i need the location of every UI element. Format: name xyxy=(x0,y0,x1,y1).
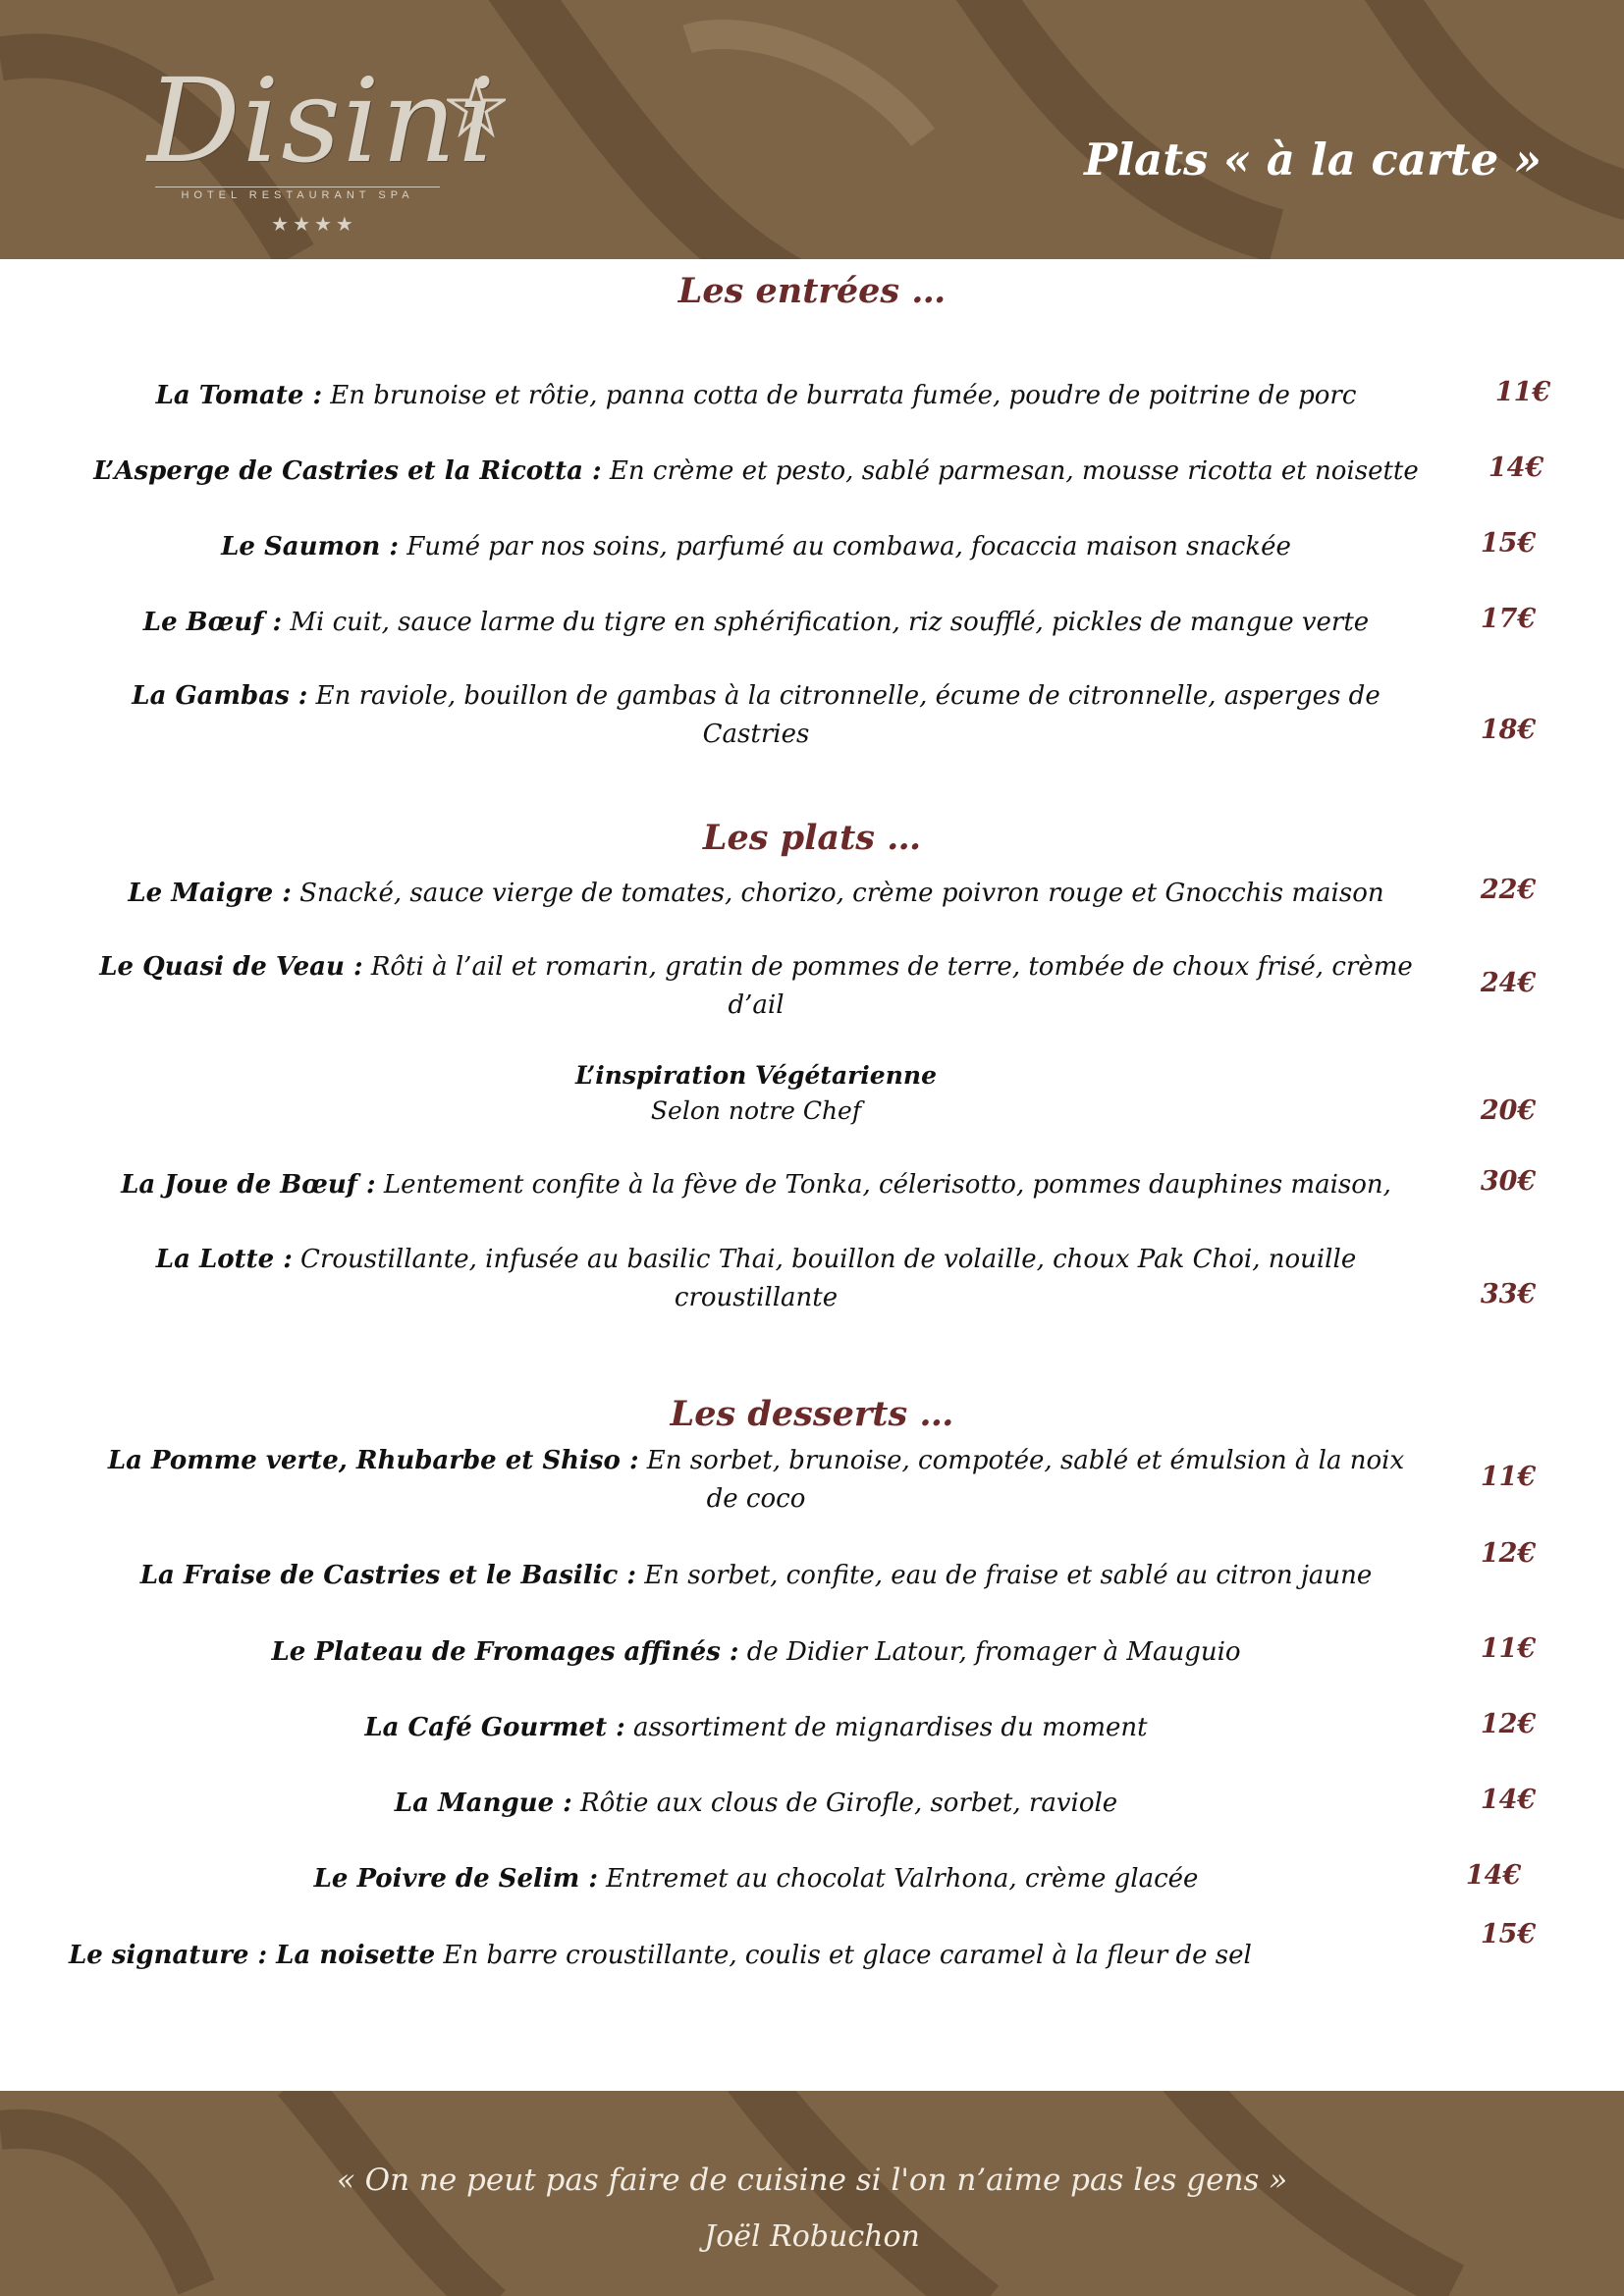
dish-price: 12€ xyxy=(1480,1709,1537,1739)
dish-item: Le signature : La noisette En barre croustillante, coulis et glace caramel à la fleur de sel xyxy=(69,1941,1252,1970)
dish-item: Le Plateau de Fromages affinés : de Didier Latour, fromager à Mauguio xyxy=(271,1637,1241,1667)
dish-item: La Gambas : En raviole, bouillon de gambas à la citronnelle, écume de citronnelle, asperges de Castries xyxy=(132,681,1380,749)
dish-price: 14€ xyxy=(1480,1785,1537,1815)
dish-item: Le Maigre : Snacké, sauce vierge de tomates, chorizo, crème poivron rouge et Gnocchis maison xyxy=(128,879,1384,908)
dish-item: Le Bœuf : Mi cuit, sauce larme du tigre en sphérification, riz soufflé, pickles de mangue verte xyxy=(142,608,1370,637)
star-icon xyxy=(447,79,506,137)
dish-item: Le Poivre de Selim : Entremet au chocolat Valrhona, crème glacée xyxy=(313,1864,1199,1894)
dish-price: 18€ xyxy=(1480,715,1537,745)
section-title-desserts: Les desserts … xyxy=(670,1394,954,1434)
footer-quote: « On ne peut pas faire de cuisine si l'on n’aime pas les gens » xyxy=(336,2163,1288,2198)
logo-subtitle: HOTEL RESTAURANT SPA xyxy=(155,187,440,201)
dish-price: 14€ xyxy=(1465,1860,1522,1891)
dish-price: 11€ xyxy=(1480,1633,1537,1664)
dish-price: 15€ xyxy=(1480,528,1537,559)
dish-item: Le Quasi de Veau : Rôti à l’ail et romarin, gratin de pommes de terre, tombée de choux frisé, crème d’ail xyxy=(99,952,1413,1020)
dish-price: 20€ xyxy=(1480,1095,1537,1126)
restaurant-logo xyxy=(98,49,511,245)
dish-item: La Fraise de Castries et le Basilic : En sorbet, confite, eau de fraise et sablé au citron jaune xyxy=(139,1561,1373,1590)
dish-item: La Lotte : Croustillante, infusée au basilic Thai, bouillon de volaille, choux Pak Choi, nouille croustillante xyxy=(155,1245,1357,1312)
page-title: Plats « à la carte » xyxy=(1084,133,1542,186)
header-band xyxy=(0,0,1624,259)
section-title-plats: Les plats … xyxy=(702,818,922,858)
dish-price: 17€ xyxy=(1480,604,1537,634)
dish-item: La Mangue : Rôtie aux clous de Girofle, sorbet, raviole xyxy=(394,1789,1118,1818)
footer-band xyxy=(0,2091,1624,2296)
dish-price: 24€ xyxy=(1480,968,1537,998)
dish-price: 30€ xyxy=(1480,1166,1537,1197)
dish-price: 15€ xyxy=(1480,1919,1537,1949)
logo-stars: ★★★★ xyxy=(271,212,357,236)
dish-item: Le Saumon : Fumé par nos soins, parfumé au combawa, focaccia maison snackée xyxy=(221,532,1291,561)
dish-price: 11€ xyxy=(1480,1462,1537,1492)
dish-item: L’inspiration Végétarienne Selon notre Chef xyxy=(575,1061,937,1125)
dish-price: 22€ xyxy=(1480,875,1537,905)
dish-item: La Joue de Bœuf : Lentement confite à la fève de Tonka, célerisotto, pommes dauphines maison, xyxy=(121,1170,1391,1200)
dish-price: 14€ xyxy=(1488,453,1544,483)
dish-item: La Café Gourmet : assortiment de mignardises du moment xyxy=(364,1713,1148,1742)
dish-item: La Tomate : En brunoise et rôtie, panna cotta de burrata fumée, poudre de poitrine de porc xyxy=(155,381,1357,410)
dish-price: 33€ xyxy=(1480,1279,1537,1309)
dish-item: La Pomme verte, Rhubarbe et Shiso : En sorbet, brunoise, compotée, sablé et émulsion à la noix de coco xyxy=(107,1446,1405,1514)
dish-item: L’Asperge de Castries et la Ricotta : En crème et pesto, sablé parmesan, mousse ricotta et noisette xyxy=(93,456,1419,486)
section-title-entrees: Les entrées … xyxy=(677,271,947,311)
footer-author: Joël Robuchon xyxy=(704,2219,920,2254)
logo-name: Disini xyxy=(147,53,498,188)
dish-price: 12€ xyxy=(1480,1538,1537,1569)
dish-price: 11€ xyxy=(1494,377,1551,407)
